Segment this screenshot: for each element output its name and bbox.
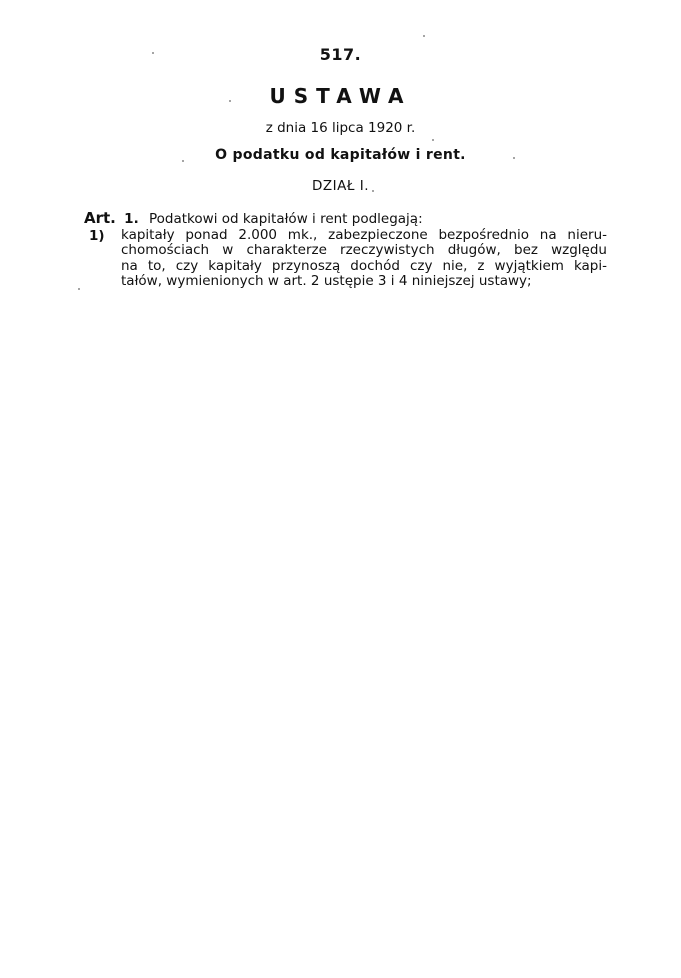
article-label: Art. (84, 209, 116, 227)
list-item-marker: 1) (89, 228, 105, 244)
list-item-line: chomościach w charakterze rzeczywistych długów, bez względu (121, 242, 607, 259)
scan-speck (78, 288, 80, 290)
list-item-text (121, 228, 607, 289)
scan-speck (432, 139, 434, 141)
scan-speck (229, 100, 231, 102)
scan-speck (513, 157, 515, 159)
article-number: 1. (124, 211, 139, 227)
act-title: USTAWA (269, 84, 412, 108)
list-item-line: na to, czy kapitały przynoszą dochód czy nie, z wyjątkiem kapi- (121, 257, 607, 274)
article-heading (84, 209, 423, 227)
scan-speck (152, 52, 154, 54)
act-subject: O podatku od kapitałów i rent. (215, 147, 466, 163)
list-item-line: tałów, wymienionych w art. 2 ustępie 3 i 4 niniejszej ustawy; (121, 272, 532, 289)
section-heading: DZIAŁ I. (311, 178, 369, 194)
act-date: z dnia 16 lipca 1920 r. (265, 120, 416, 136)
page-number: 517. (319, 45, 362, 64)
scan-speck (372, 190, 374, 192)
list-item-line: kapitały ponad 2.000 mk., zabezpieczone bezpośrednio na nieru- (121, 227, 607, 243)
article-intro: Podatkowi od kapitałów i rent podlegają: (149, 211, 423, 227)
scan-speck (423, 35, 425, 37)
scan-speck (182, 160, 184, 162)
